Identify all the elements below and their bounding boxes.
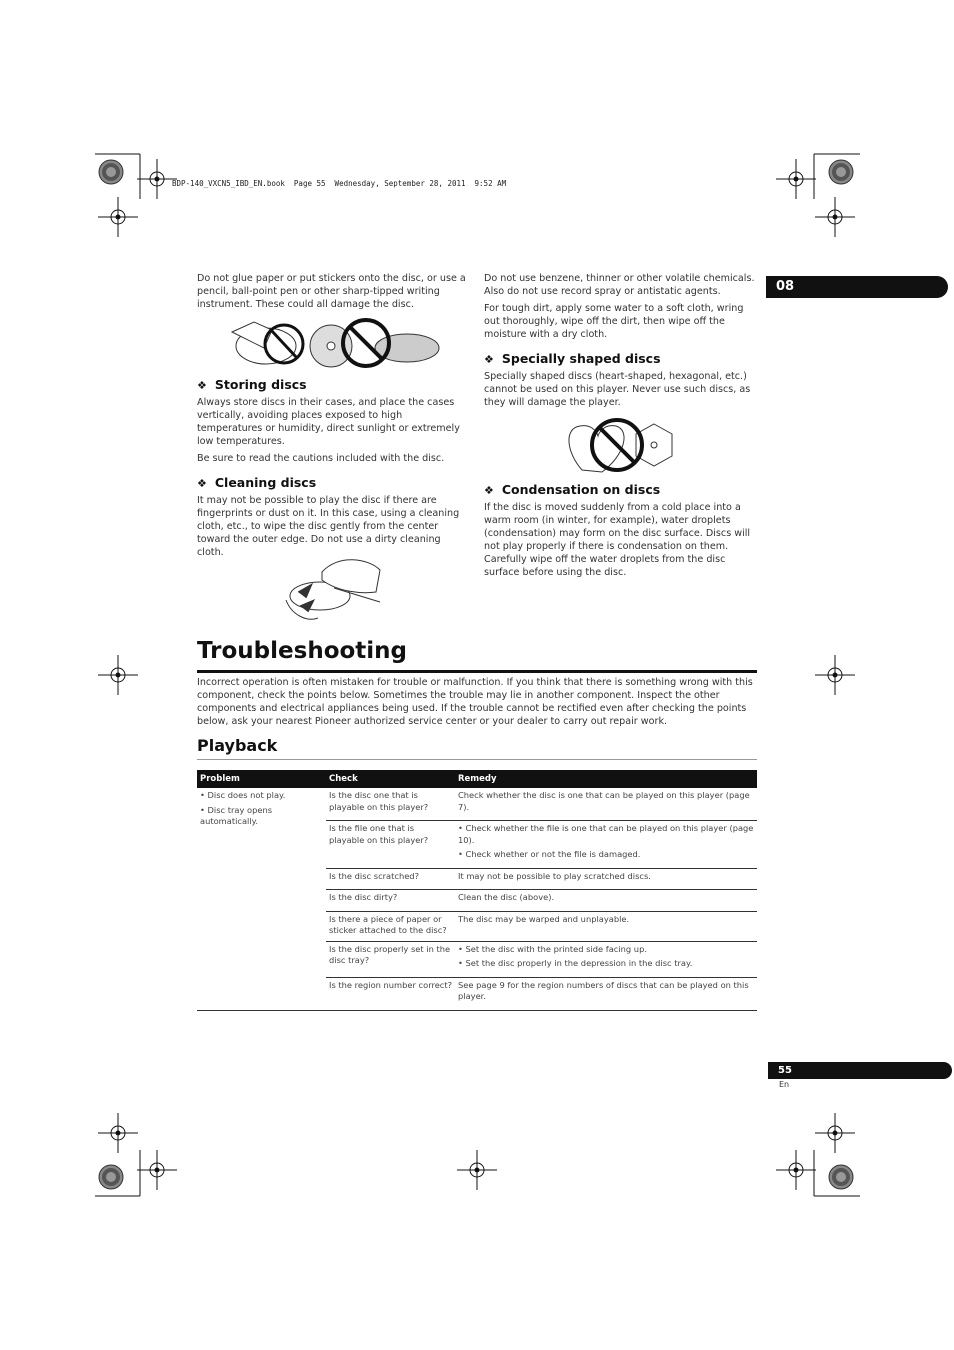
- remedy-cell: Check whether the disc is one that can be played on this player (page 7).: [455, 788, 757, 821]
- page-number-tab: 55: [768, 1062, 952, 1079]
- playback-heading: Playback: [197, 736, 278, 755]
- shaped-discs-paragraph: Specially shaped discs (heart-shaped, hexagonal, etc.) cannot be used on this player. Never use such discs, as they will damage the player.: [484, 371, 751, 408]
- title-rule: [197, 670, 757, 673]
- column-header: Check: [326, 770, 455, 788]
- tough-dirt-paragraph: For tough dirt, apply some water to a soft cloth, wring out thoroughly, wipe off the dirt, then wipe off the moisture with a dry cloth.: [484, 303, 744, 340]
- remedy-cell: It may not be possible to play scratched discs.: [455, 868, 757, 890]
- playback-rule: [197, 759, 757, 760]
- remedy-cell: • Check whether the file is one that can be played on this player (page 10). • Check whether or not the file is damaged.: [455, 821, 757, 869]
- diamond-bullet-icon: ❖: [484, 353, 494, 366]
- language-label: En: [779, 1080, 790, 1089]
- table-header-row: [197, 770, 757, 788]
- diamond-bullet-icon: ❖: [197, 379, 207, 392]
- check-cell: Is the region number correct?: [326, 977, 455, 1010]
- chemicals-paragraph: Do not use benzene, thinner or other volatile chemicals. Also do not use record spray or antistatic agents.: [484, 273, 755, 297]
- diamond-bullet-icon: ❖: [197, 477, 207, 490]
- cleaning-illustration: [278, 552, 386, 628]
- no-stickers-illustration: [224, 318, 444, 372]
- book-header-line: BDP-140_VXCN5_IBD_EN.book Page 55 Wednesday, September 28, 2011 9:52 AM: [172, 179, 507, 188]
- troubleshooting-title: Troubleshooting: [197, 638, 408, 664]
- chapter-tab: 08: [766, 276, 948, 298]
- diamond-bullet-icon: ❖: [484, 484, 494, 497]
- remedy-cell: • Set the disc with the printed side facing up. • Set the disc properly in the depression in the disc tray.: [455, 941, 757, 977]
- problem-item: • Disc tray opens automatically.: [200, 804, 273, 826]
- column-header: Problem: [197, 770, 326, 788]
- storing-discs-paragraph-2: Be sure to read the cautions included with the disc.: [197, 453, 445, 464]
- cleaning-discs-heading: ❖ Cleaning discs: [197, 475, 317, 490]
- shaped-discs-illustration: [562, 416, 676, 474]
- cleaning-discs-paragraph: It may not be possible to play the disc if there are fingerprints or dust on it. In this case, using a cleaning cloth, etc., to wipe the disc gently from the center toward the outer edge. Do not use a dirty cleaning cloth.: [197, 495, 460, 558]
- column-header: Remedy: [455, 770, 757, 788]
- check-cell: Is there a piece of paper or sticker attached to the disc?: [326, 911, 455, 941]
- problem-cell: [197, 788, 326, 1010]
- check-cell: Is the disc properly set in the disc tray?: [326, 941, 455, 977]
- check-cell: Is the disc scratched?: [326, 868, 455, 890]
- check-cell: Is the file one that is playable on this player?: [326, 821, 455, 869]
- problem-item: • Disc does not play.: [200, 790, 286, 800]
- storing-discs-paragraph-1: Always store discs in their cases, and place the cases vertically, avoiding places exposed to high temperatures or humidity, direct sunlight or extremely low temperatures.: [197, 397, 460, 447]
- remedy-cell: See page 9 for the region numbers of discs that can be played on this player.: [455, 977, 757, 1010]
- table-row: [197, 788, 757, 821]
- troubleshooting-intro: Incorrect operation is often mistaken for trouble or malfunction. If you think that there is something wrong with this component, check the points below. Sometimes the trouble may lie in another component. Inspect the other components and electrical appliances being used. If the trouble cannot be rectified even after checking the points below, ask your nearest Pioneer authorized service center or your dealer to carry out repair work.: [197, 677, 753, 727]
- condensation-heading: ❖ Condensation on discs: [484, 482, 661, 497]
- check-cell: Is the disc one that is playable on this player?: [326, 788, 455, 821]
- shaped-discs-heading: ❖ Specially shaped discs: [484, 351, 661, 366]
- storing-discs-heading: ❖ Storing discs: [197, 377, 307, 392]
- remedy-cell: Clean the disc (above).: [455, 890, 757, 912]
- remedy-cell: The disc may be warped and unplayable.: [455, 911, 757, 941]
- condensation-paragraph: If the disc is moved suddenly from a cold place into a warm room (in winter, for example), water droplets (condensation) may form on the disc surface. Discs will not play properly if there is condensation on them. Carefully wipe off the water droplets from the disc surface before using the disc.: [484, 502, 751, 578]
- playback-table: [197, 770, 757, 1011]
- no-stickers-paragraph: Do not glue paper or put stickers onto the disc, or use a pencil, ball-point pen or other sharp-tipped writing instrument. These could all damage the disc.: [197, 273, 466, 310]
- check-cell: Is the disc dirty?: [326, 890, 455, 912]
